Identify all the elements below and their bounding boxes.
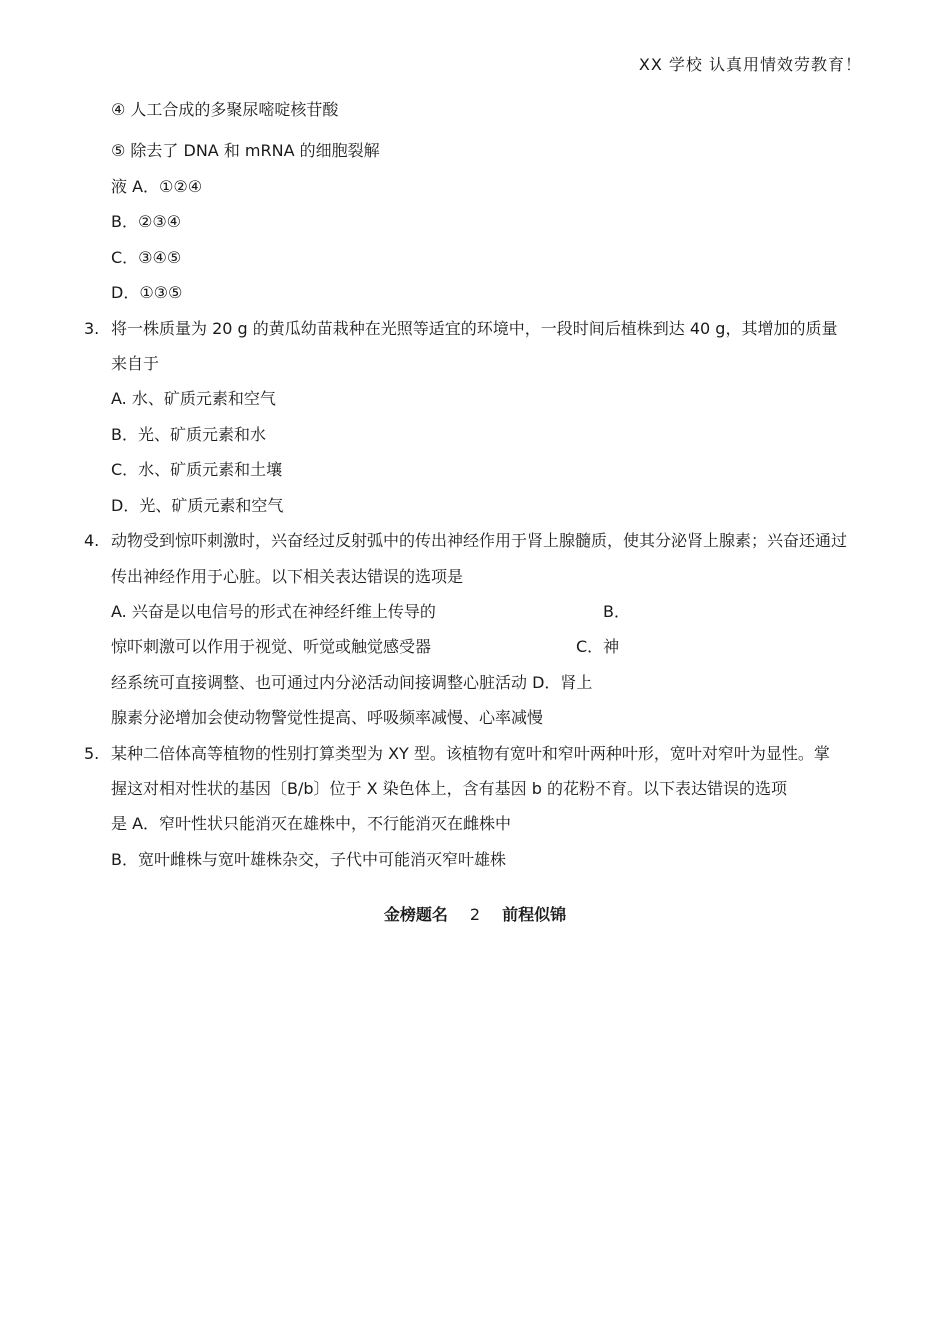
page-footer xyxy=(0,902,950,925)
q4-option-a: A. 兴奋是以电信号的形式在神经纤维上传导的 xyxy=(111,602,436,621)
q2-item-5: ⑤ 除去了 DNA 和 mRNA 的细胞裂解 xyxy=(111,141,380,160)
q2-option-c: C．③④⑤ xyxy=(111,248,182,267)
page-number: 2 xyxy=(469,905,481,924)
q4-option-c: 经系统可直接调整、也可通过内分泌活动间接调整心脏活动 D．肾上 xyxy=(111,673,593,692)
q2-option-b: B．②③④ xyxy=(111,212,182,231)
q5-stem-line2: 握这对相对性状的基因〔B/b〕位于 X 染色体上，含有基因 b 的花粉不育。以下表达错误的选项 xyxy=(111,779,787,798)
q5-stem-line1: 某种二倍体高等植物的性别打算类型为 XY 型。该植物有宽叶和窄叶两种叶形，宽叶对窄叶为显性。掌 xyxy=(111,744,830,763)
q4-number: 4. xyxy=(84,531,100,550)
q4-option-c-label: C．神 xyxy=(576,637,620,656)
q3-option-d: D．光、矿质元素和空气 xyxy=(111,496,284,515)
q5-option-a: 是 A．窄叶性状只能消灭在雄株中，不行能消灭在雌株中 xyxy=(111,814,512,833)
q3-number: 3. xyxy=(84,319,100,338)
q2-item-4: ④ 人工合成的多聚尿嘧啶核苷酸 xyxy=(111,100,339,119)
q4-option-d: 腺素分泌增加会使动物警觉性提高、呼吸频率减慢、心率减慢 xyxy=(111,708,544,727)
q5-number: 5. xyxy=(84,744,100,763)
q2-option-a: 液 A．①②④ xyxy=(111,177,203,196)
q4-stem-line1: 动物受到惊吓刺激时，兴奋经过反射弧中的传出神经作用于肾上腺髓质，使其分泌肾上腺素；兴奋还通过 xyxy=(111,531,848,550)
q2-option-d: D．①③⑤ xyxy=(111,283,183,302)
q3-stem-line1: 将一株质量为 20 g 的黄瓜幼苗栽种在光照等适宜的环境中，一段时间后植株到达 40 g，其增加的质量 xyxy=(111,319,838,338)
q3-option-a: A. 水、矿质元素和空气 xyxy=(111,389,276,408)
q5-option-b: B．宽叶雌株与宽叶雄株杂交，子代中可能消灭窄叶雄株 xyxy=(111,850,506,869)
q3-option-c: C．水、矿质元素和土壤 xyxy=(111,460,283,479)
q4-stem-line2: 传出神经作用于心脏。以下相关表达错误的选项是 xyxy=(111,567,464,586)
q3-stem-line2: 来自于 xyxy=(111,354,160,373)
footer-motto-left: 金榜题名 xyxy=(383,905,448,924)
page-header: XX 学校 认真用情效劳教育！ xyxy=(638,55,862,74)
q3-option-b: B．光、矿质元素和水 xyxy=(111,425,266,444)
q4-option-b: 惊吓刺激可以作用于视觉、听觉或触觉感受器 xyxy=(111,637,432,656)
footer-motto-right: 前程似锦 xyxy=(502,905,567,924)
q4-option-b-label: B． xyxy=(603,602,630,621)
